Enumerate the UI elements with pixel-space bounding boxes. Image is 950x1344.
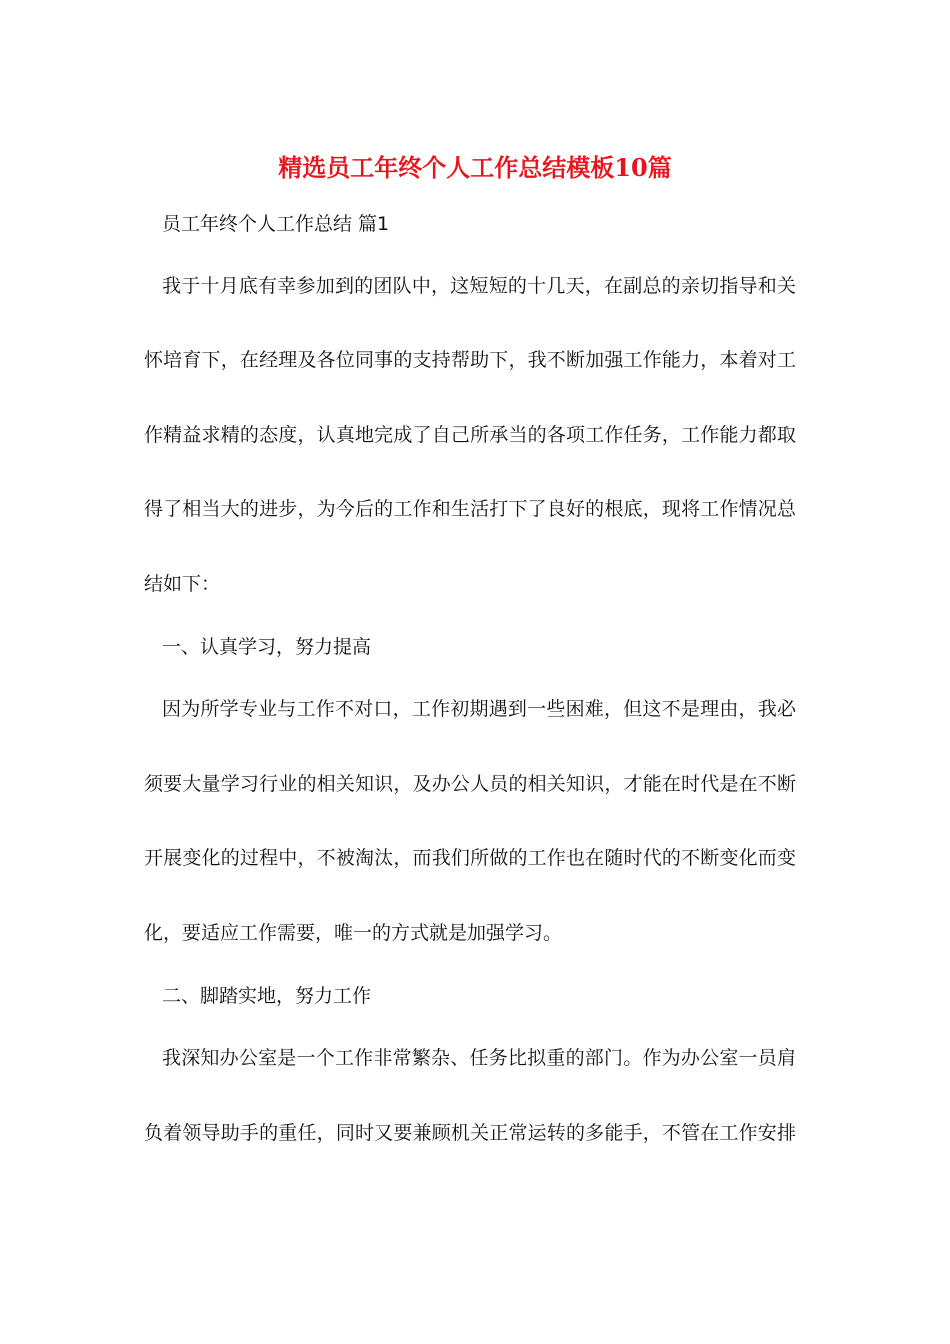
paragraph-line: 得了相当大的进步，为今后的工作和生活打下了良好的根底，现将工作情况总 bbox=[144, 498, 796, 520]
paragraph-line: 结如下： bbox=[144, 573, 221, 595]
paragraph-line: 负着领导助手的重任，同时又要兼顾机关正常运转的多能手，不管在工作安排 bbox=[144, 1122, 796, 1144]
paragraph-line: 我于十月底有幸参加到的团队中，这短短的十几天，在副总的亲切指导和关 bbox=[162, 275, 796, 297]
paragraph-line: 开展变化的过程中，不被淘汰，而我们所做的工作也在随时代的不断变化而变 bbox=[144, 847, 796, 869]
section-heading-study: 一、认真学习，努力提高 bbox=[162, 636, 372, 658]
document-title: 精选员工年终个人工作总结模板10篇 bbox=[278, 153, 672, 182]
paragraph-line: 化，要适应工作需要，唯一的方式就是加强学习。 bbox=[144, 922, 563, 944]
paragraph-line: 怀培育下，在经理及各位同事的支持帮助下，我不断加强工作能力，本着对工 bbox=[144, 349, 796, 371]
paragraph-line: 须要大量学习行业的相关知识，及办公人员的相关知识，才能在时代是在不断 bbox=[144, 773, 796, 795]
paragraph-line: 作精益求精的态度，认真地完成了自己所承当的各项工作任务，工作能力都取 bbox=[144, 424, 796, 446]
section-heading-work: 二、脚踏实地，努力工作 bbox=[162, 985, 372, 1007]
paragraph-line: 因为所学专业与工作不对口，工作初期遇到一些困难，但这不是理由，我必 bbox=[162, 698, 796, 720]
article-subheading: 员工年终个人工作总结 篇1 bbox=[162, 213, 390, 235]
paragraph-line: 我深知办公室是一个工作非常繁杂、任务比拟重的部门。作为办公室一员肩 bbox=[162, 1047, 796, 1069]
